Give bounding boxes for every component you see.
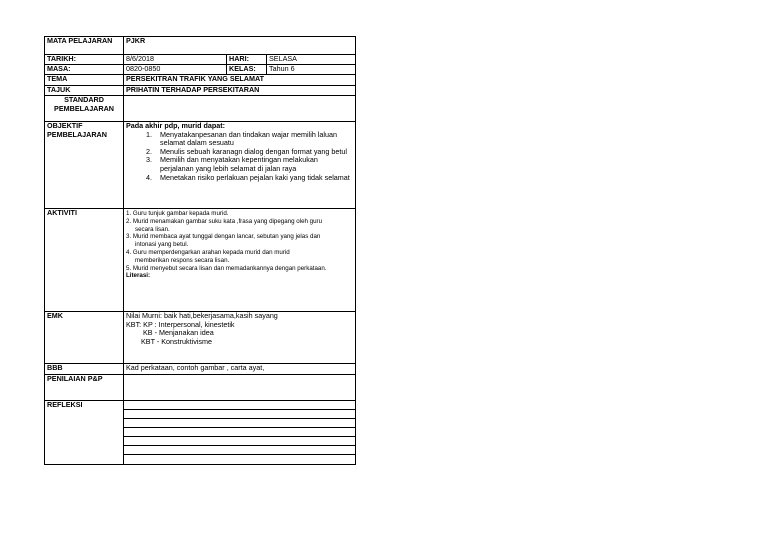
refleksi-lines: [124, 401, 356, 465]
tema-value: PERSEKITRAN TRAFIK YANG SELAMAT: [124, 75, 356, 86]
standard-label: STANDARD PEMBELAJARAN: [45, 96, 124, 122]
refleksi-line: [124, 419, 355, 428]
aktiviti-line: 5. Murid menyebut secara lisan dan memadankannya dengan perkataan.: [126, 264, 327, 272]
mata-pelajaran-label: MATA PELAJARAN: [45, 37, 124, 55]
row-objektif: [45, 122, 356, 209]
row-masa: [45, 65, 356, 75]
row-refleksi: [45, 401, 356, 465]
tema-label: TEMA: [45, 75, 124, 86]
objektif-item: 1. Menyatakanpesanan dan tindakan wajar memilih laluan selamat dalam sesuatu: [154, 131, 353, 148]
masa-label: MASA:: [45, 65, 124, 75]
refleksi-label: REFLEKSI: [45, 401, 124, 465]
kelas-label: KELAS:: [227, 65, 267, 75]
emk-line: KB - Menjanakan idea: [143, 328, 214, 338]
objektif-label: OBJEKTIF PEMBELAJARAN: [45, 122, 124, 209]
aktiviti-line: intonasi yang betul.: [135, 241, 189, 249]
penilaian-label: PENILAIAN P&P: [45, 375, 124, 401]
hari-value: SELASA: [267, 55, 356, 65]
refleksi-line: [124, 437, 355, 446]
row-standard: [45, 96, 356, 122]
row-emk: [45, 312, 356, 364]
objektif-item: 3. Memilih dan menyatakan kepentingan melakukan perjalanan yang lebih selamat di jalan raya: [154, 156, 353, 173]
row-mata-pelajaran: [45, 37, 356, 55]
row-bbb: [45, 364, 356, 375]
mata-pelajaran-value: PJKR: [124, 37, 356, 55]
bbb-value: Kad perkataan, contoh gambar , carta ayat,: [124, 364, 356, 375]
tarikh-value: 8/6/2018: [124, 55, 227, 65]
objektif-item: 2. Menulis sebuah karanagn dialog dengan format yang betul: [154, 148, 353, 157]
aktiviti-line: 4. Guru memperdengarkan arahan kepada murid dan murid: [126, 248, 290, 256]
refleksi-line: [124, 428, 355, 437]
row-tajuk: [45, 86, 356, 96]
refleksi-ruled-area: [124, 401, 355, 464]
aktiviti-line: Literasi:: [126, 272, 151, 280]
aktiviti-content: [124, 209, 356, 312]
emk-line: KBT: KP : Interpersonal, kinestetik: [126, 319, 235, 329]
emk-line: Nilai Murni: baik hati,bekerjasama,kasih sayang: [126, 311, 278, 320]
aktiviti-line: secara lisan.: [135, 225, 170, 233]
hari-label: HARI:: [227, 55, 267, 65]
emk-label: EMK: [45, 312, 124, 364]
masa-value: 0820-0850: [124, 65, 227, 75]
aktiviti-line: memberikan respons secara lisan.: [135, 256, 230, 264]
emk-line: KBT - Konstruktivisme: [141, 336, 212, 346]
aktiviti-label: AKTIVITI: [45, 209, 124, 312]
tajuk-value: PRIHATIN TERHADAP PERSEKITARAN: [124, 86, 356, 96]
refleksi-line: [124, 455, 355, 464]
refleksi-line: [124, 446, 355, 455]
emk-content: [124, 312, 356, 364]
aktiviti-line: 3. Murid membaca ayat tunggal dengan lancar, sebutan yang jelas dan: [126, 233, 321, 241]
bbb-label: BBB: [45, 364, 124, 375]
penilaian-value: [124, 375, 356, 401]
objektif-content: [124, 122, 356, 209]
tajuk-label: TAJUK: [45, 86, 124, 96]
standard-value: [124, 96, 356, 122]
tarikh-label: TARIKH:: [45, 55, 124, 65]
lesson-plan-table: [44, 36, 356, 465]
objektif-list: [126, 131, 353, 183]
objektif-intro: Pada akhir pdp, murid dapat:: [126, 121, 226, 130]
row-tema: [45, 75, 356, 86]
refleksi-line: [124, 401, 355, 410]
refleksi-line: [124, 410, 355, 419]
kelas-value: Tahun 6: [267, 65, 356, 75]
aktiviti-line: 2. Murid menamakan gambar suku kata ,frasa yang dipegang oleh guru: [126, 217, 323, 225]
objektif-item: 4. Menetakan risiko perlakuan pejalan kaki yang tidak selamat: [154, 174, 353, 183]
aktiviti-line: 1. Guru tunjuk gambar kepada murid.: [126, 210, 229, 217]
row-tarikh: [45, 55, 356, 65]
row-penilaian: [45, 375, 356, 401]
row-aktiviti: [45, 209, 356, 312]
